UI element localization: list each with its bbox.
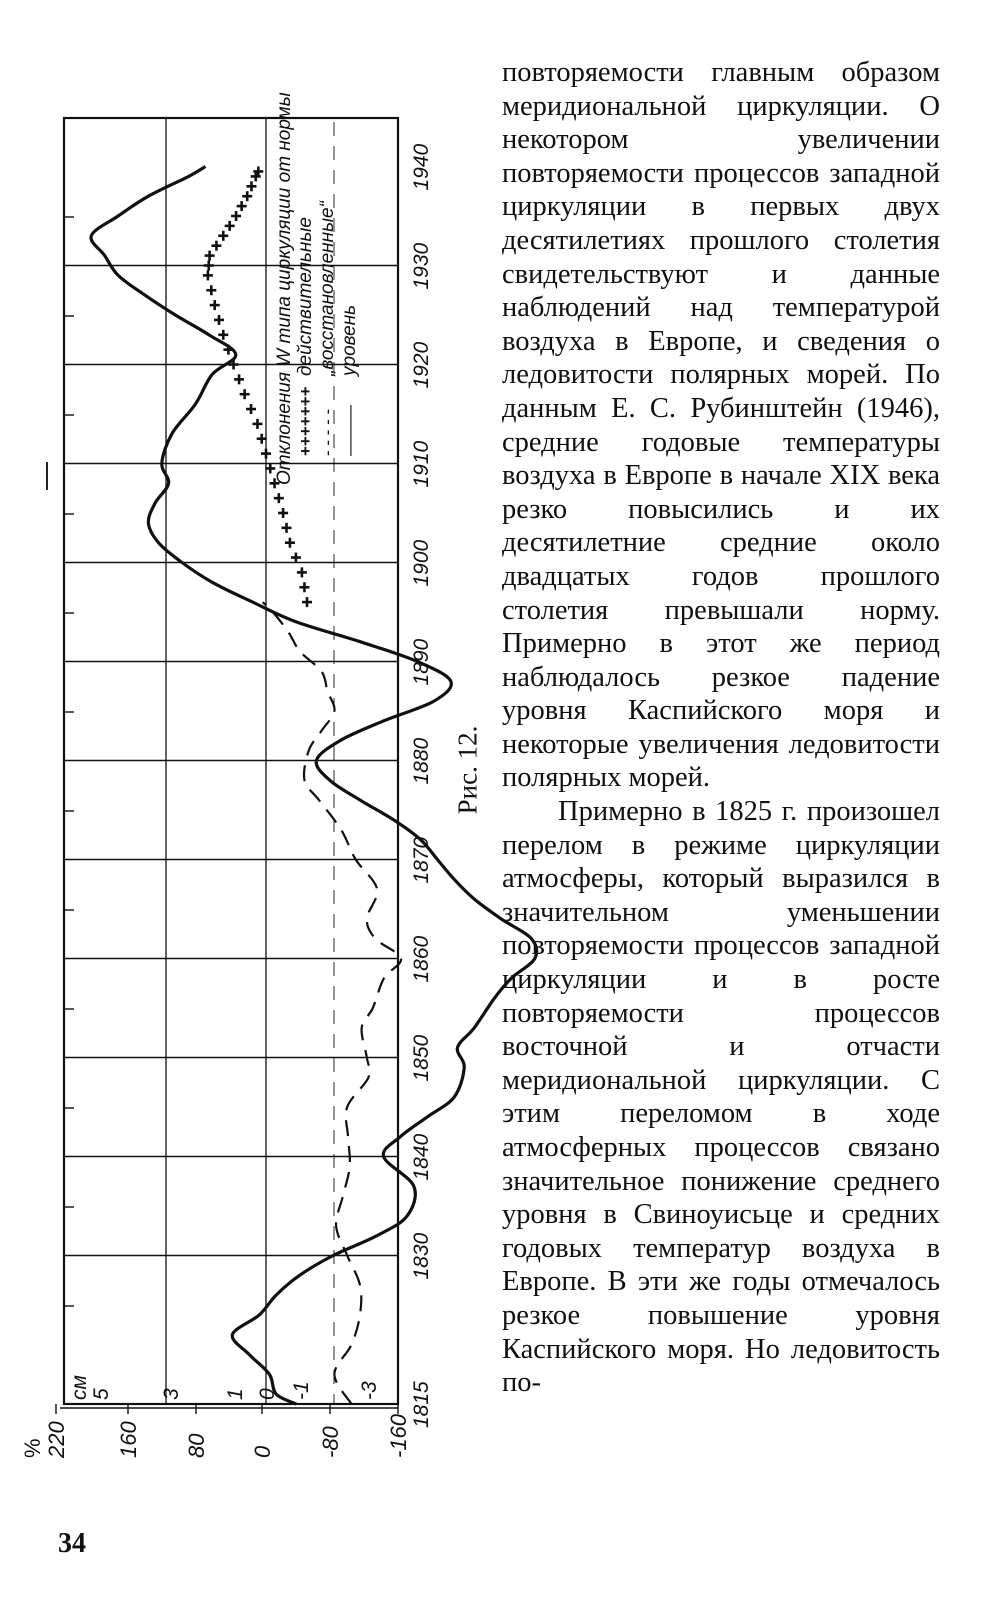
series-actual-cross — [246, 181, 256, 191]
legend-marker-level: ——— — [340, 405, 359, 456]
series-actual-cross — [204, 261, 214, 271]
series-actual-cross — [218, 330, 228, 340]
series-actual-cross — [274, 493, 284, 503]
level-tick-label: 5 — [90, 1388, 113, 1400]
legend-marker-actual: +++++++ — [296, 386, 315, 456]
percent-unit-label: % — [20, 1438, 45, 1458]
series-actual-cross — [240, 389, 250, 399]
series-actual-cross — [246, 404, 256, 414]
percent-tick-label: 160 — [116, 1421, 141, 1458]
level-tick-label: 0 — [256, 1388, 279, 1400]
figure-caption — [438, 720, 498, 820]
axis-ticks — [20, 118, 433, 1459]
level-tick-label: -3 — [358, 1381, 381, 1400]
year-tick-label: 1900 — [410, 539, 433, 587]
year-tick-label: 1860 — [410, 935, 433, 983]
year-tick-label: 1910 — [410, 440, 433, 488]
level-tick-label: 1 — [224, 1388, 247, 1400]
series-actual-cross — [242, 191, 252, 201]
series-actual-cross — [203, 270, 213, 280]
series-actual-cross — [214, 315, 224, 325]
chart-legend — [274, 92, 360, 485]
percent-tick-label: 80 — [184, 1433, 209, 1458]
series-actual-cross — [211, 241, 221, 251]
series-actual-cross — [278, 508, 288, 518]
year-tick-label: 1920 — [410, 341, 433, 389]
series-actual-cross — [218, 231, 228, 241]
year-tick-label: 1850 — [410, 1034, 433, 1082]
series-actual-cross — [285, 538, 295, 548]
series-actual-cross — [261, 449, 271, 459]
percent-tick-label: -160 — [386, 1413, 411, 1458]
page-number: 34 — [58, 1528, 86, 1559]
level-tick-label: см — [68, 1375, 91, 1400]
series-actual-cross — [299, 582, 309, 592]
percent-tick-label: -80 — [318, 1426, 343, 1458]
series-actual-cross — [205, 251, 215, 261]
series-actual-cross — [282, 523, 292, 533]
series-actual-cross — [210, 300, 220, 310]
percent-tick-label: 220 — [44, 1421, 69, 1458]
level-tick-label: -1 — [290, 1381, 313, 1400]
series-actual-cross — [225, 221, 235, 231]
year-tick-label: 1815 — [410, 1381, 433, 1428]
legend-label-restored: „восстановленные“ — [317, 201, 338, 376]
legend-label-level: уровень — [339, 304, 360, 376]
year-tick-label: 1840 — [410, 1133, 433, 1181]
series-actual-cross — [231, 211, 241, 221]
year-tick-label: 1880 — [410, 737, 433, 785]
percent-tick-label: 0 — [250, 1445, 275, 1458]
series-actual-cross — [234, 374, 244, 384]
paragraph-2: Примерно в 1825 г. произошел перелом в режиме циркуляции атмосферы, который выразился в значительном уменьшении повторяемости процессов западной циркуляции и в росте повторяемости процессов восточной и отчасти меридиональной циркуляции. С этим переломом в ходе атмосферных процессов связано значительное понижение среднего уровня в Свиноуисьце и средних годовых температур воздуха в Европе. В эти же годы отмечалось резкое повышение уровня Каспийского моря. Но ледовитость по- — [502, 796, 940, 1399]
stray-margin-mark — [46, 462, 48, 490]
year-tick-label: 1870 — [410, 836, 433, 884]
year-tick-label: 1940 — [410, 143, 433, 191]
series-actual-cross — [297, 567, 307, 577]
year-tick-label: 1930 — [410, 242, 433, 290]
series-actual-cross — [237, 201, 247, 211]
series-actual-cross — [302, 597, 312, 607]
series-actual-cross — [257, 434, 267, 444]
paragraph-1: повторяемости главным образом меридиональной циркуляции. О некотором увеличении повторяемости процессов западной циркуляции в первых двух десятилетиях прошлого столетия свидетельствуют и данные наблюдений над температурой воздуха в Европе, и сведения о ледовитости полярных морей. По данным Е. С. Рубинштейн (1946), средние годовые температуры воздуха в Европе в начале XIX века резко повысились и их десятилетние средние около двадцатых годов прошлого столетия превышали норму. Примерно в этот же период наблюдалось резкое падение уровня Каспийского моря и некоторые увеличения ледовитости полярных морей. — [502, 57, 940, 794]
series-actual-cross — [291, 553, 301, 563]
legend-title: Отклонения W типа циркуляции от нормы — [274, 92, 295, 485]
year-tick-label: 1890 — [410, 638, 433, 686]
legend-marker-restored: - - - - - — [318, 408, 337, 456]
body-text — [502, 56, 940, 1400]
level-tick-label: 3 — [160, 1388, 183, 1400]
series-actual-cross — [206, 285, 216, 295]
year-tick-label: 1830 — [410, 1232, 433, 1280]
legend-label-actual: действительные — [295, 217, 316, 376]
series-actual-cross — [252, 419, 262, 429]
figure-caption-text: Рис. 12. — [452, 725, 483, 815]
